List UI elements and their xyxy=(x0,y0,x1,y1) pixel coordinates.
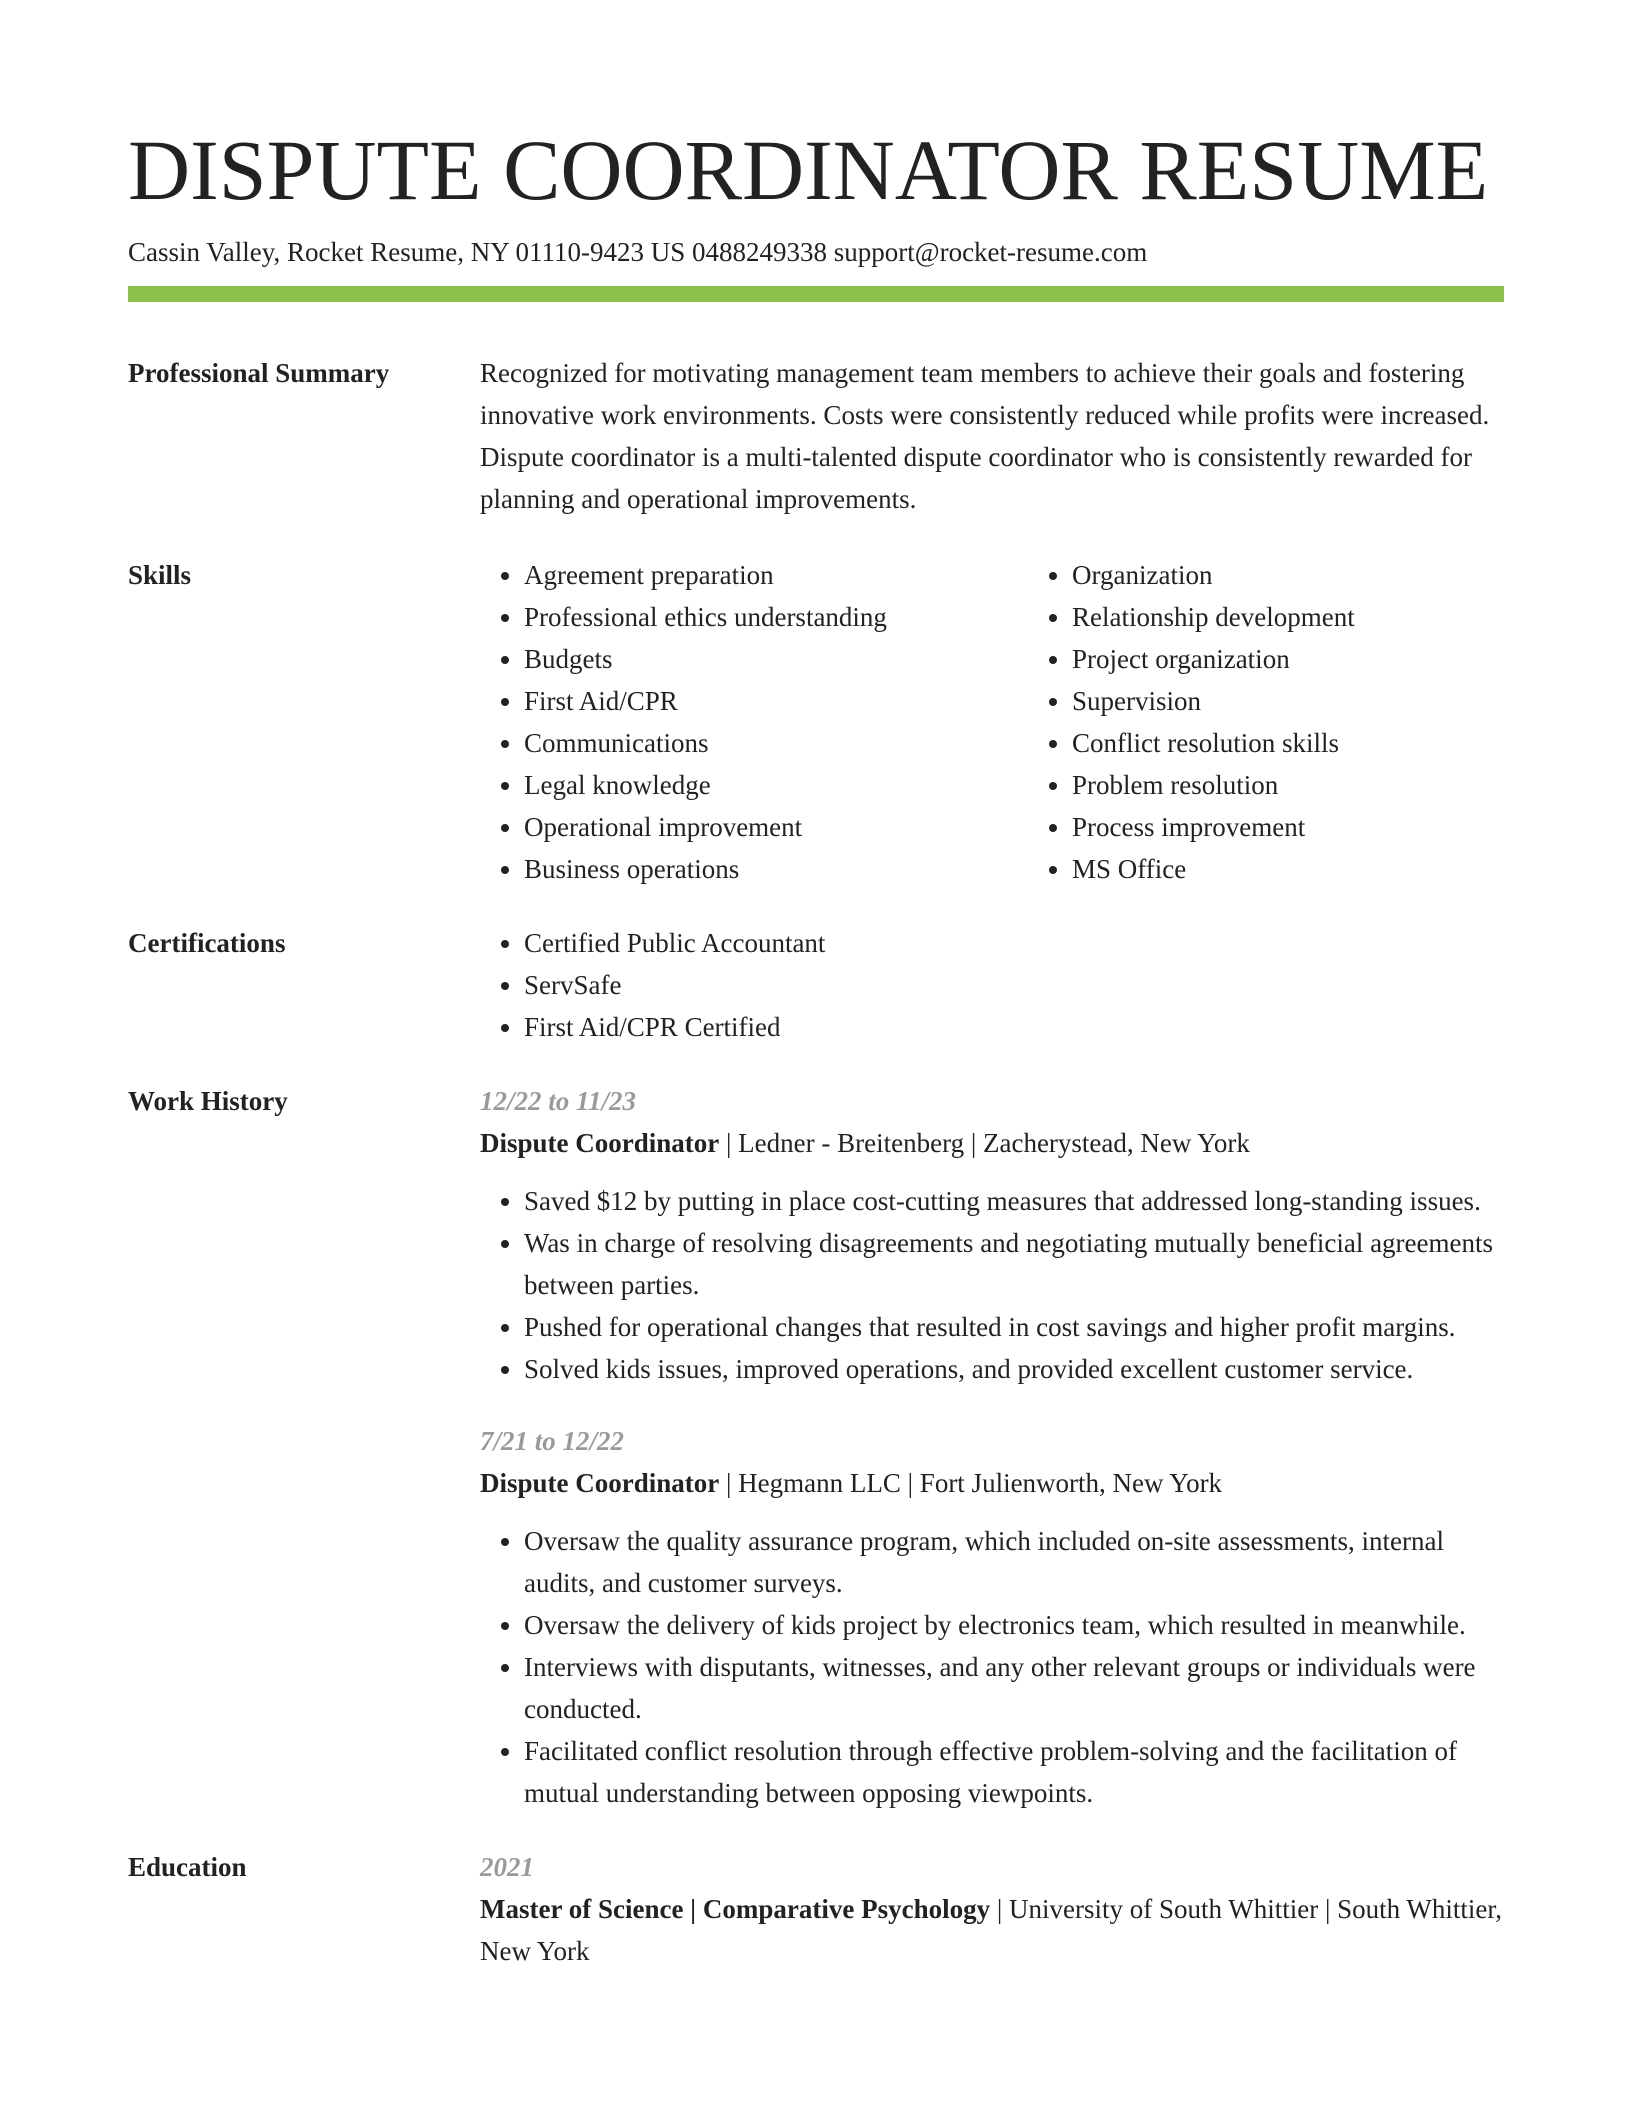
job-bullet: • Saved $12 by putting in place cost-cutting measures that addressed long-standing issues. xyxy=(524,1180,1504,1222)
skill-item: • Relationship development xyxy=(1072,596,1576,638)
education-label: Education xyxy=(128,1852,247,1882)
job-bullet: • Oversaw the quality assurance program, which included on-site assessments, internal audits, and customer surveys. xyxy=(524,1520,1504,1604)
skill-item: • Agreement preparation xyxy=(524,554,1028,596)
education-degree: Master of Science | Comparative Psychology xyxy=(480,1894,991,1924)
job-title: Dispute Coordinator xyxy=(480,1128,720,1158)
contact-phone: 0488249338 xyxy=(691,237,827,267)
skill-item: • Budgets xyxy=(524,638,1028,680)
skill-item: • Process improvement xyxy=(1072,806,1576,848)
job-company: Ledner - Breitenberg xyxy=(738,1128,965,1158)
job-location: Zacherystead, New York xyxy=(982,1128,1250,1158)
separator: | xyxy=(996,1894,1003,1924)
skill-item: • Organization xyxy=(1072,554,1576,596)
job-dates: 12/22 to 11/23 xyxy=(480,1086,637,1116)
certifications-section xyxy=(128,922,1504,1048)
certifications-list xyxy=(480,922,1504,1048)
summary-text: Recognized for motivating management team members to achieve their goals and fostering innovative work environments. Costs were consistently reduced while profits were increased. Dispute coordinator is a multi-talented dispute coordinator who is consistently rewarded for planning and operational improvements. xyxy=(480,358,1490,514)
job-title: Dispute Coordinator xyxy=(480,1468,720,1498)
job-bullet: • Oversaw the delivery of kids project by electronics team, which resulted in meanwhile. xyxy=(524,1604,1504,1646)
job-bullet: • Facilitated conflict resolution through effective problem-solving and the facilitation of mutual understanding between opposing viewpoints. xyxy=(524,1730,1504,1814)
certification-item: • Certified Public Accountant xyxy=(524,922,1504,964)
job-entry xyxy=(480,1080,1504,1390)
skill-item: • Project organization xyxy=(1072,638,1576,680)
education-school: University of South Whittier xyxy=(1009,1894,1319,1924)
job-bullet: • Was in charge of resolving disagreements and negotiating mutually beneficial agreements between parties. xyxy=(524,1222,1504,1306)
skill-item: • Conflict resolution skills xyxy=(1072,722,1576,764)
job-entry xyxy=(480,1420,1504,1814)
education-year: 2021 xyxy=(480,1852,534,1882)
summary-label: Professional Summary xyxy=(128,358,390,388)
job-bullets xyxy=(480,1520,1504,1814)
contact-line xyxy=(128,234,1504,270)
education-section xyxy=(128,1846,1504,1972)
skills-column-1 xyxy=(480,554,1028,890)
skills-column-2 xyxy=(1028,554,1576,890)
skills-label: Skills xyxy=(128,560,192,590)
contact-address: Cassin Valley, Rocket Resume, NY 01110-9423 US xyxy=(128,237,686,267)
contact-email: support@rocket-resume.com xyxy=(833,237,1148,267)
work-history-label: Work History xyxy=(128,1086,288,1116)
certification-item: • First Aid/CPR Certified xyxy=(524,1006,1504,1048)
job-bullet: • Interviews with disputants, witnesses, and any other relevant groups or individuals were conducted. xyxy=(524,1646,1504,1730)
job-bullet: • Pushed for operational changes that resulted in cost savings and higher profit margins. xyxy=(524,1306,1504,1348)
resume-title: DISPUTE COORDINATOR RESUME xyxy=(128,122,1489,218)
job-location: Fort Julienworth, New York xyxy=(919,1468,1223,1498)
separator: | xyxy=(970,1128,977,1158)
accent-divider xyxy=(128,286,1504,302)
skill-item: • Communications xyxy=(524,722,1028,764)
separator: | xyxy=(907,1468,914,1498)
skill-item: • Professional ethics understanding xyxy=(524,596,1028,638)
skill-item: • Business operations xyxy=(524,848,1028,890)
separator: | xyxy=(726,1128,732,1158)
skill-item: • Supervision xyxy=(1072,680,1576,722)
job-bullets xyxy=(480,1180,1504,1390)
skill-item: • MS Office xyxy=(1072,848,1576,890)
education-location: South Whittier, New York xyxy=(480,1894,1503,1966)
certification-item: • ServSafe xyxy=(524,964,1504,1006)
skills-section xyxy=(128,554,1504,890)
skill-item: • Legal knowledge xyxy=(524,764,1028,806)
job-bullet: • Solved kids issues, improved operations, and provided excellent customer service. xyxy=(524,1348,1504,1390)
job-dates: 7/21 to 12/22 xyxy=(480,1426,625,1456)
skill-item: • First Aid/CPR xyxy=(524,680,1028,722)
job-company: Hegmann LLC xyxy=(738,1468,901,1498)
job-title-line xyxy=(480,1122,1504,1164)
job-title-line xyxy=(480,1462,1504,1504)
skill-item: • Operational improvement xyxy=(524,806,1028,848)
work-history-section xyxy=(128,1080,1504,1814)
separator: | xyxy=(1324,1894,1331,1924)
summary-section xyxy=(128,352,1504,520)
certifications-label: Certifications xyxy=(128,928,286,958)
education-line xyxy=(480,1888,1504,1972)
separator: | xyxy=(726,1468,732,1498)
skill-item: • Problem resolution xyxy=(1072,764,1576,806)
